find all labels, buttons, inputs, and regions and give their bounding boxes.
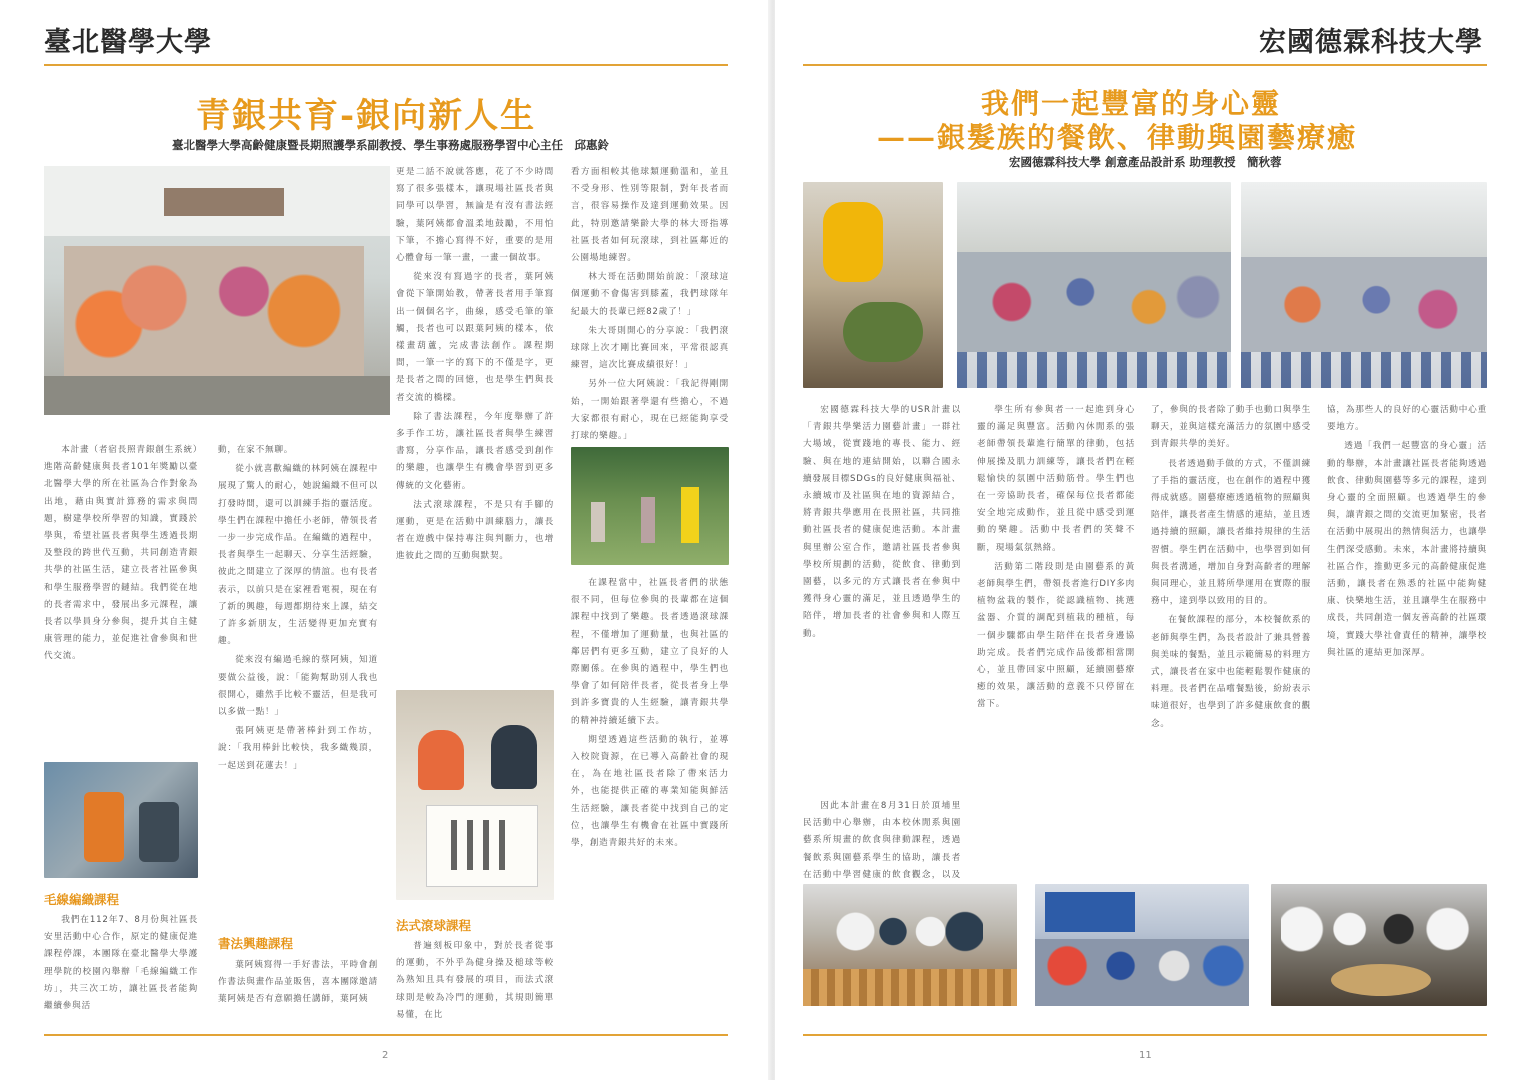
left-ball-text: 普遍刻板印象中，對於長者從事的運動，不外乎為健身操及槌球等較為熟知且具有發展的項目，而法式滾球則是較為冷門的運動，其規則簡單易懂，在比: [396, 941, 554, 1020]
knitting-photo: [44, 762, 198, 878]
left-col3-text: 更是二話不說就答應，花了不少時間寫了很多張樣本，讓現場社區長者與同學可以學習，無論是有沒有書法經驗，葉阿姨都會溫柔地鼓勵，不用怕下筆，不擔心寫得不好，重要的是用心體會每一筆一畫，一畫一個故事。 從來沒有寫過字的長者，葉阿姨會從下筆開始教，帶著長者用手筆寫出一個個名字，曲線，感受毛筆的筆觸，長者也可以跟葉阿姨的樣本，依樣畫葫蘆，完成書法創作。課程期間，一筆一字的寫下的不僅是字，更是長者之間的回憶，也是學生們與長者交流的橋樑。 除了書法課程，今年度舉辦了許多手作工坊，讓社區長者與學生練習書寫，分享作品，讓長者感受到創作的樂趣，也讓學生有機會學習到更多傳統的文化藝術。 法式滾球課程，不是只有手腳的運動，更是在活動中訓練腦力，讓長者在遊戲中保持專注與判斷力，也增進彼此之間的互動與默契。: [396, 167, 554, 562]
cooking-class-photo: [803, 884, 1017, 1006]
left-col1-text: 本計畫（者宿長照青銀創生系統）進階高齡健康與長者101年獎勵以臺北醫學大學的所在社區為合作對象為出地，藉由與實計算務的需求與問題，樹建學校所學習的知識，實踐於學與，希望社區長者與學生透過長期及整段的跨世代互動，共同創造青銀共學的社區生活，建立長者社區參與和學生服務學習的鏈結。我們從在地的長者需求中，發展出多元課程，讓長者以學員身分參與，提升其自主健康管理的能力，並促進社會參與和世代交流。: [44, 445, 198, 662]
left-university-name: 臺北醫學大學: [44, 27, 212, 58]
subhead-knitting: 毛線編織課程: [44, 892, 120, 907]
group-event-photo: [1035, 884, 1249, 1006]
left-page-number: 2: [382, 1050, 389, 1061]
left-knit-text: 我們在112年7、8月份與社區長安里活動中心合作，原定的健康促進課程停課，本團隊在臺北醫學大學護理學院的校園內舉辦「毛線編織工作坊」，共三次工坊，讓社區長者能夠繼續參與活: [44, 915, 198, 1012]
calligraphy-photo: [396, 690, 554, 900]
left-article-title: 青銀共育-銀向新人生: [196, 96, 537, 136]
left-col4-upper-text: 看方面相較其他球類運動溫和，並且不受身形、性別等限制，對年長者而言，很容易操作及達到運動效果。因此，特別邀請樂齡大學的林大哥指導社區長者如何玩滾球，到社區鄰近的公園場地練習。 林大哥在活動開始前說：「滾球這個運動不會傷害到膝蓋，我們球隊年紀最大的長輩已經82歲了！」 朱大哥則開心的分享說：「我們滾球隊上次才剛比賽回來，平常很認真練習，這次比賽成績很好！」 另外一位大阿姨說：「我記得剛開始，一開始跟著學還有些擔心，不過大家都很有耐心，現在已經能夠享受打球的樂趣。」: [571, 167, 729, 442]
left-callig-text: 葉阿姨寫得一手好書法，平時會創作書法與畫作品並販售，喜本團隊邀請葉阿姨是否有意願擔任講師，葉阿姨: [218, 960, 378, 1005]
chefs-photo: [1271, 884, 1487, 1006]
right-article-title-line2: ——銀髮族的餐飲、律動與園藝療癒: [877, 121, 1358, 154]
gateball-photo: [571, 447, 729, 565]
right-col2-text: 學生所有參與者一一起進到身心靈的滿足與豐富。活動內休閒系的張老師帶領長輩進行簡單的律動，包括伸展操及肌力訓練等，讓長者們在輕鬆愉快的氛圍中活動筋骨。學生們也在一旁協助長者，確保每位長者都能安全地完成動作，並且從中感受到運動的樂趣。活動中長者們的笑聲不斷，現場氣氛熱絡。 活動第二階段則是由園藝系的黃老師與學生們，帶領長者進行DIY多肉植物盆栽的製作，從認識植物、挑選盆器、介質的調配到植栽的種植，每一個步驟都由學生陪伴在長者身邊協助完成。長者們完成作品後都相當開心，並且帶回家中照顧，延續園藝療癒的效果，讓活動的意義不只停留在當下。: [977, 405, 1135, 710]
subhead-gateball: 法式滾球課程: [396, 918, 472, 933]
right-page-number: 11: [1139, 1050, 1152, 1061]
left-footer-rule: [44, 1034, 728, 1036]
left-byline: 臺北醫學大學高齡健康暨長期照護學系副教授、學生事務處服務學習中心主任 邱惠鈴: [172, 138, 609, 152]
right-byline: 宏國德霖科技大學 創意產品設計系 助理教授 簡秋蓉: [1009, 155, 1282, 169]
rhythm-activity-photo: [957, 182, 1231, 388]
group-photo-knitting: [44, 166, 390, 415]
right-col1-lower-text: 因此本計畫在8月31日於頂埔里民活動中心舉辦，由本校休閒系與園藝系所規畫的飲食與律動課程，透過餐飲系與園藝系學生的協助，讓長者在活動中學習健康的飲食觀念，以及: [803, 801, 961, 880]
subhead-calligraphy: 書法興趣課程: [218, 936, 294, 951]
right-footer-rule: [803, 1034, 1487, 1036]
left-col2-text: 動，在家不無聊。 從小就喜歡編織的林阿姨在課程中展現了驚人的耐心，她說編織不但可以打發時間，還可以訓練手指的靈活度。學生們在課程中擔任小老師，帶領長者一步一步完成作品。在編織的過程中，長者與學生一起聊天、分享生活經驗，彼此之間建立了深厚的情誼。也有長者表示，以前只是在家裡看電視，現在有了新的興趣，每週都期待來上課，結交了許多新朋友，生活變得更加充實有趣。 從來沒有編過毛線的蔡阿姨，知道要做公益後，說：「能夠幫助別人我也很開心，雖然手比較不靈活，但是我可以多做一點！」 張阿姨更是帶著棒針到工作坊，說：「我用棒針比較快，我多織幾頂，一起送到花蓮去！」: [218, 445, 378, 771]
right-university-name: 宏國德霖科技大學: [1259, 27, 1483, 58]
right-col1-text: 宏國德霖科技大學的USR計畫以「青銀共學樂活力園藝計畫」一群社大場域，從實踐地的專長、能力、經驗、與在地的連結開始，以聯合國永續發展目標SDGs的良好健康與福祉、永續城市及社區與在地的資源結合，將青銀共學應用在長照社區，共同推動社區長者的健康促進活動。本計畫與里辦公室合作，邀請社區長者參與學校所規劃的活動，從飲食、律動到園藝，以多元的方式讓長者在參與中獲得身心靈的滿足，並且透過學生的陪伴，增加長者的社會參與和人際互動。: [803, 405, 961, 639]
right-col3-text: 了，參與的長者除了動手也動口與學生聊天，並與這樣充滿活力的氛圍中感受到青銀共學的美好。 長者透過動手做的方式，不僅訓練了手指的靈活度，也在創作的過程中獲得成就感。園藝療癒透過植物的照顧與陪伴，讓長者產生情感的連結，並且透過持續的照顧，讓長者維持規律的生活習慣。學生們在活動中，也學習到如何與長者溝通，增加自身對高齡者的理解與同理心，並且將所學運用在實際的服務中，達到學以致用的目的。 在餐飲課程的部分，本校餐飲系的老師與學生們，為長者設計了兼具營養與美味的餐點，並且示範簡易的料理方式，讓長者在家中也能輕鬆製作健康的料理。長者們在品嚐餐點後，紛紛表示味道很好，也學到了許多健康飲食的觀念。: [1151, 405, 1311, 729]
right-col4-text: 協，為那些人的良好的心靈活動中心重要地方。 透過「我們一起豐富的身心靈」活動的舉辦，本計畫讓社區長者能夠透過飲食、律動與園藝等多元的課程，達到身心靈的全面照顧。也透過學生的參與，讓青銀之間的交流更加緊密，長者在活動中展現出的熱情與活力，也讓學生們深受感動。未來，本計畫將持續與社區合作，推動更多元的高齡健康促進活動，讓長者在熟悉的社區中能夠健康、快樂地生活，並且讓學生在服務中成長，共同創造一個友善高齡的社區環境，實踐大學社會責任的精神，讓學校與社區的連結更加深厚。: [1327, 405, 1487, 658]
left-header-rule: [44, 64, 728, 66]
right-header-rule: [803, 64, 1487, 66]
gardening-photo-1: [803, 182, 943, 388]
rhythm-activity-photo-2: [1241, 182, 1487, 388]
right-article-title-line1: 我們一起豐富的身心靈: [981, 87, 1282, 120]
left-col4-lower-text: 在課程當中，社區長者們的狀態很不同，但每位參與的長輩都在這個課程中找到了樂趣。長者透過滾球課程，不僅增加了運動量，也與社區的鄰居們有更多互動，建立了良好的人際關係。在參與的過程中，學生們也學會了如何陪伴長者，從長者身上學到許多寶貴的人生經驗，讓青銀共學的精神持續延續下去。 期望透過這些活動的執行，並導入校院資源，在已導入高齡社會的現在，為在地社區長者除了帶來活力外，也能提供正確的專業知能與鮮活生活經驗，讓長者從中找到自己的定位，也讓學生有機會在社區中實踐所學，創造青銀共好的未來。: [571, 578, 729, 849]
right-page: [775, 0, 1527, 1080]
